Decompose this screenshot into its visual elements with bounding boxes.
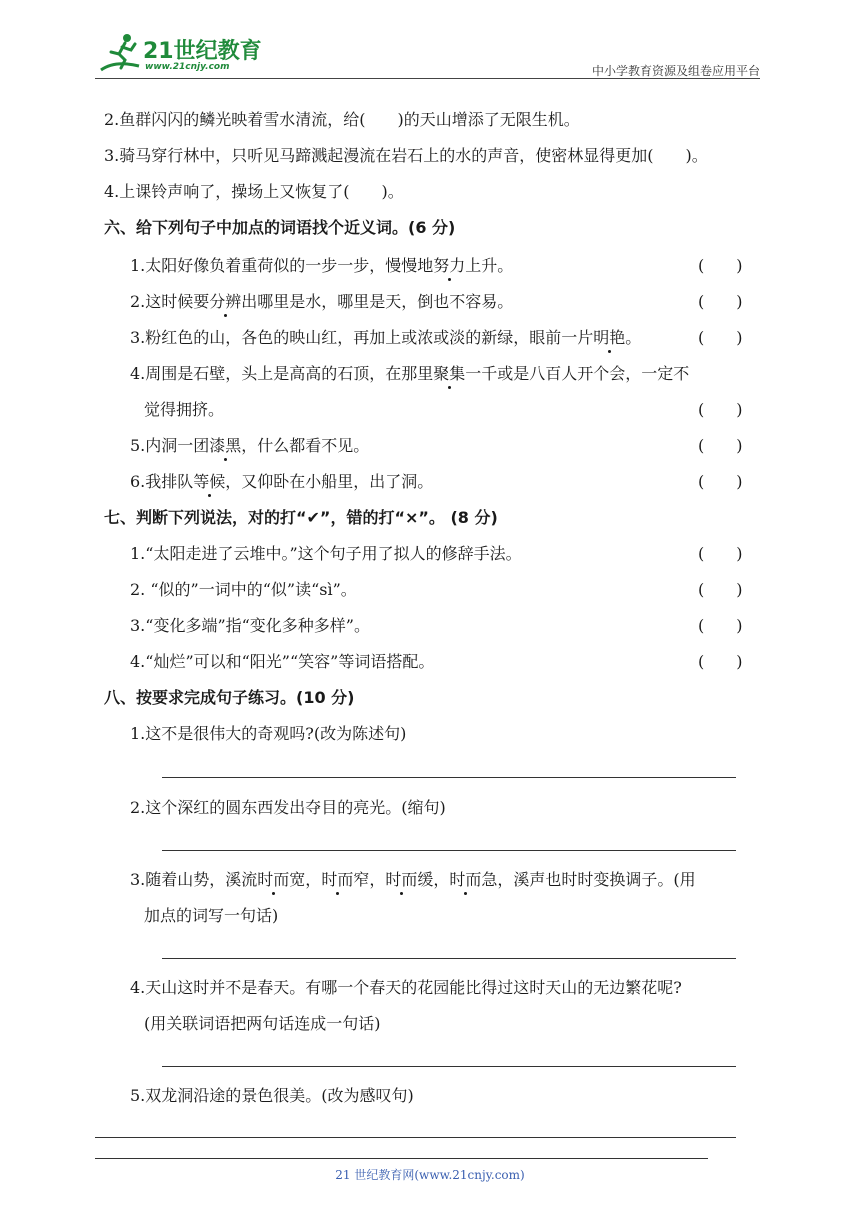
answer-paren[interactable]: ( ) [698,580,743,599]
answer-paren[interactable]: ( ) [698,616,743,635]
logo-url: www.21cnjy.com [145,62,230,72]
dotted-word: 明艳 [593,328,626,347]
s8-item-4-cont: (用关联词语把两句话连成一句话) [144,1014,381,1033]
s6-item-1: 1.太阳好像负着重荷似的一步一步，慢慢地努力上升。 [130,256,514,275]
dotted-word: 时而 [385,870,418,889]
page-header [95,28,760,78]
site-logo [95,28,265,78]
dotted-word: 聚集 [433,364,466,383]
dotted-word: 时而 [321,870,354,889]
answer-paren[interactable]: ( ) [698,652,743,671]
section-7-title: 七、判断下列说法，对的打“✔”，错的打“×”。 (8 分) [104,508,498,527]
answer-line[interactable] [162,1066,736,1067]
s8-item-3-cont: 加点的词写一句话) [144,906,279,925]
s7-item-1: 1.“太阳走进了云堆中。”这个句子用了拟人的修辞手法。 [130,544,522,563]
section-8-title: 八、按要求完成句子练习。(10 分) [104,688,355,707]
answer-paren[interactable]: ( ) [698,544,743,563]
dotted-word: 漆黑 [209,436,242,455]
answer-line[interactable] [95,1137,736,1138]
s6-item-3: 3.粉红色的山，各色的映山红，再加上或浓或淡的新绿，眼前一片明艳。 [130,328,642,347]
s6-item-6: 6.我排队等候，又仰卧在小船里，出了洞。 [130,472,434,491]
answer-line[interactable] [162,777,736,778]
dotted-word: 时而 [257,870,290,889]
s6-item-4-cont: 觉得拥挤。 [144,400,225,419]
platform-name: 中小学教育资源及组卷应用平台 [591,64,760,78]
dotted-word: 等候 [193,472,226,491]
page-footer: 21 世纪教育网(www.21cnjy.com) [335,1168,525,1182]
dotted-word: 时而 [449,870,482,889]
answer-line[interactable] [162,958,736,959]
header-divider [95,78,760,79]
footer-divider [95,1158,708,1159]
s8-item-1: 1.这不是很伟大的奇观吗?(改为陈述句) [130,724,407,743]
dotted-word: 分辨 [209,292,242,311]
answer-paren[interactable]: ( ) [698,400,743,419]
s8-item-2: 2.这个深红的圆东西发出夺目的亮光。(缩句) [130,798,446,817]
s6-item-4: 4.周围是石壁，头上是高高的石顶，在那里聚集一千或是八百人开个会，一定不 [130,364,690,383]
s6-item-5: 5.内洞一团漆黑，什么都看不见。 [130,436,370,455]
answer-paren[interactable]: ( ) [698,328,743,347]
answer-paren[interactable]: ( ) [698,472,743,491]
s7-item-4: 4.“灿烂”可以和“阳光”“笑容”等词语搭配。 [130,652,435,671]
answer-paren[interactable]: ( ) [698,292,743,311]
s8-item-4: 4.天山这时并不是春天。有哪一个春天的花园能比得过这时天山的无边繁花呢? [130,978,682,997]
runner-logo-icon [95,30,145,76]
dotted-word: 努力 [433,256,466,275]
s8-item-5: 5.双龙洞沿途的景色很美。(改为感叹句) [130,1086,414,1105]
prev-item-2: 2.鱼群闪闪的鳞光映着雪水清流，给( )的天山增添了无限生机。 [104,110,580,129]
answer-paren[interactable]: ( ) [698,436,743,455]
s6-item-2: 2.这时候要分辨出哪里是水，哪里是天，倒也不容易。 [130,292,514,311]
s7-item-3: 3.“变化多端”指“变化多种多样”。 [130,616,370,635]
section-6-title: 六、给下列句子中加点的词语找个近义词。(6 分) [104,218,456,237]
prev-item-4: 4.上课铃声响了，操场上又恢复了( )。 [104,182,404,201]
logo-text: 21世纪教育 [143,39,262,64]
answer-paren[interactable]: ( ) [698,256,743,275]
s8-item-3: 3.随着山势，溪流时而宽，时而窄，时而缓，时而急，溪声也时时变换调子。(用 [130,870,696,889]
s7-item-2: 2. “似的”一词中的“似”读“sì”。 [130,580,357,599]
prev-item-3: 3.骑马穿行林中，只听见马蹄溅起漫流在岩石上的水的声音，使密林显得更加( )。 [104,146,708,165]
answer-line[interactable] [162,850,736,851]
